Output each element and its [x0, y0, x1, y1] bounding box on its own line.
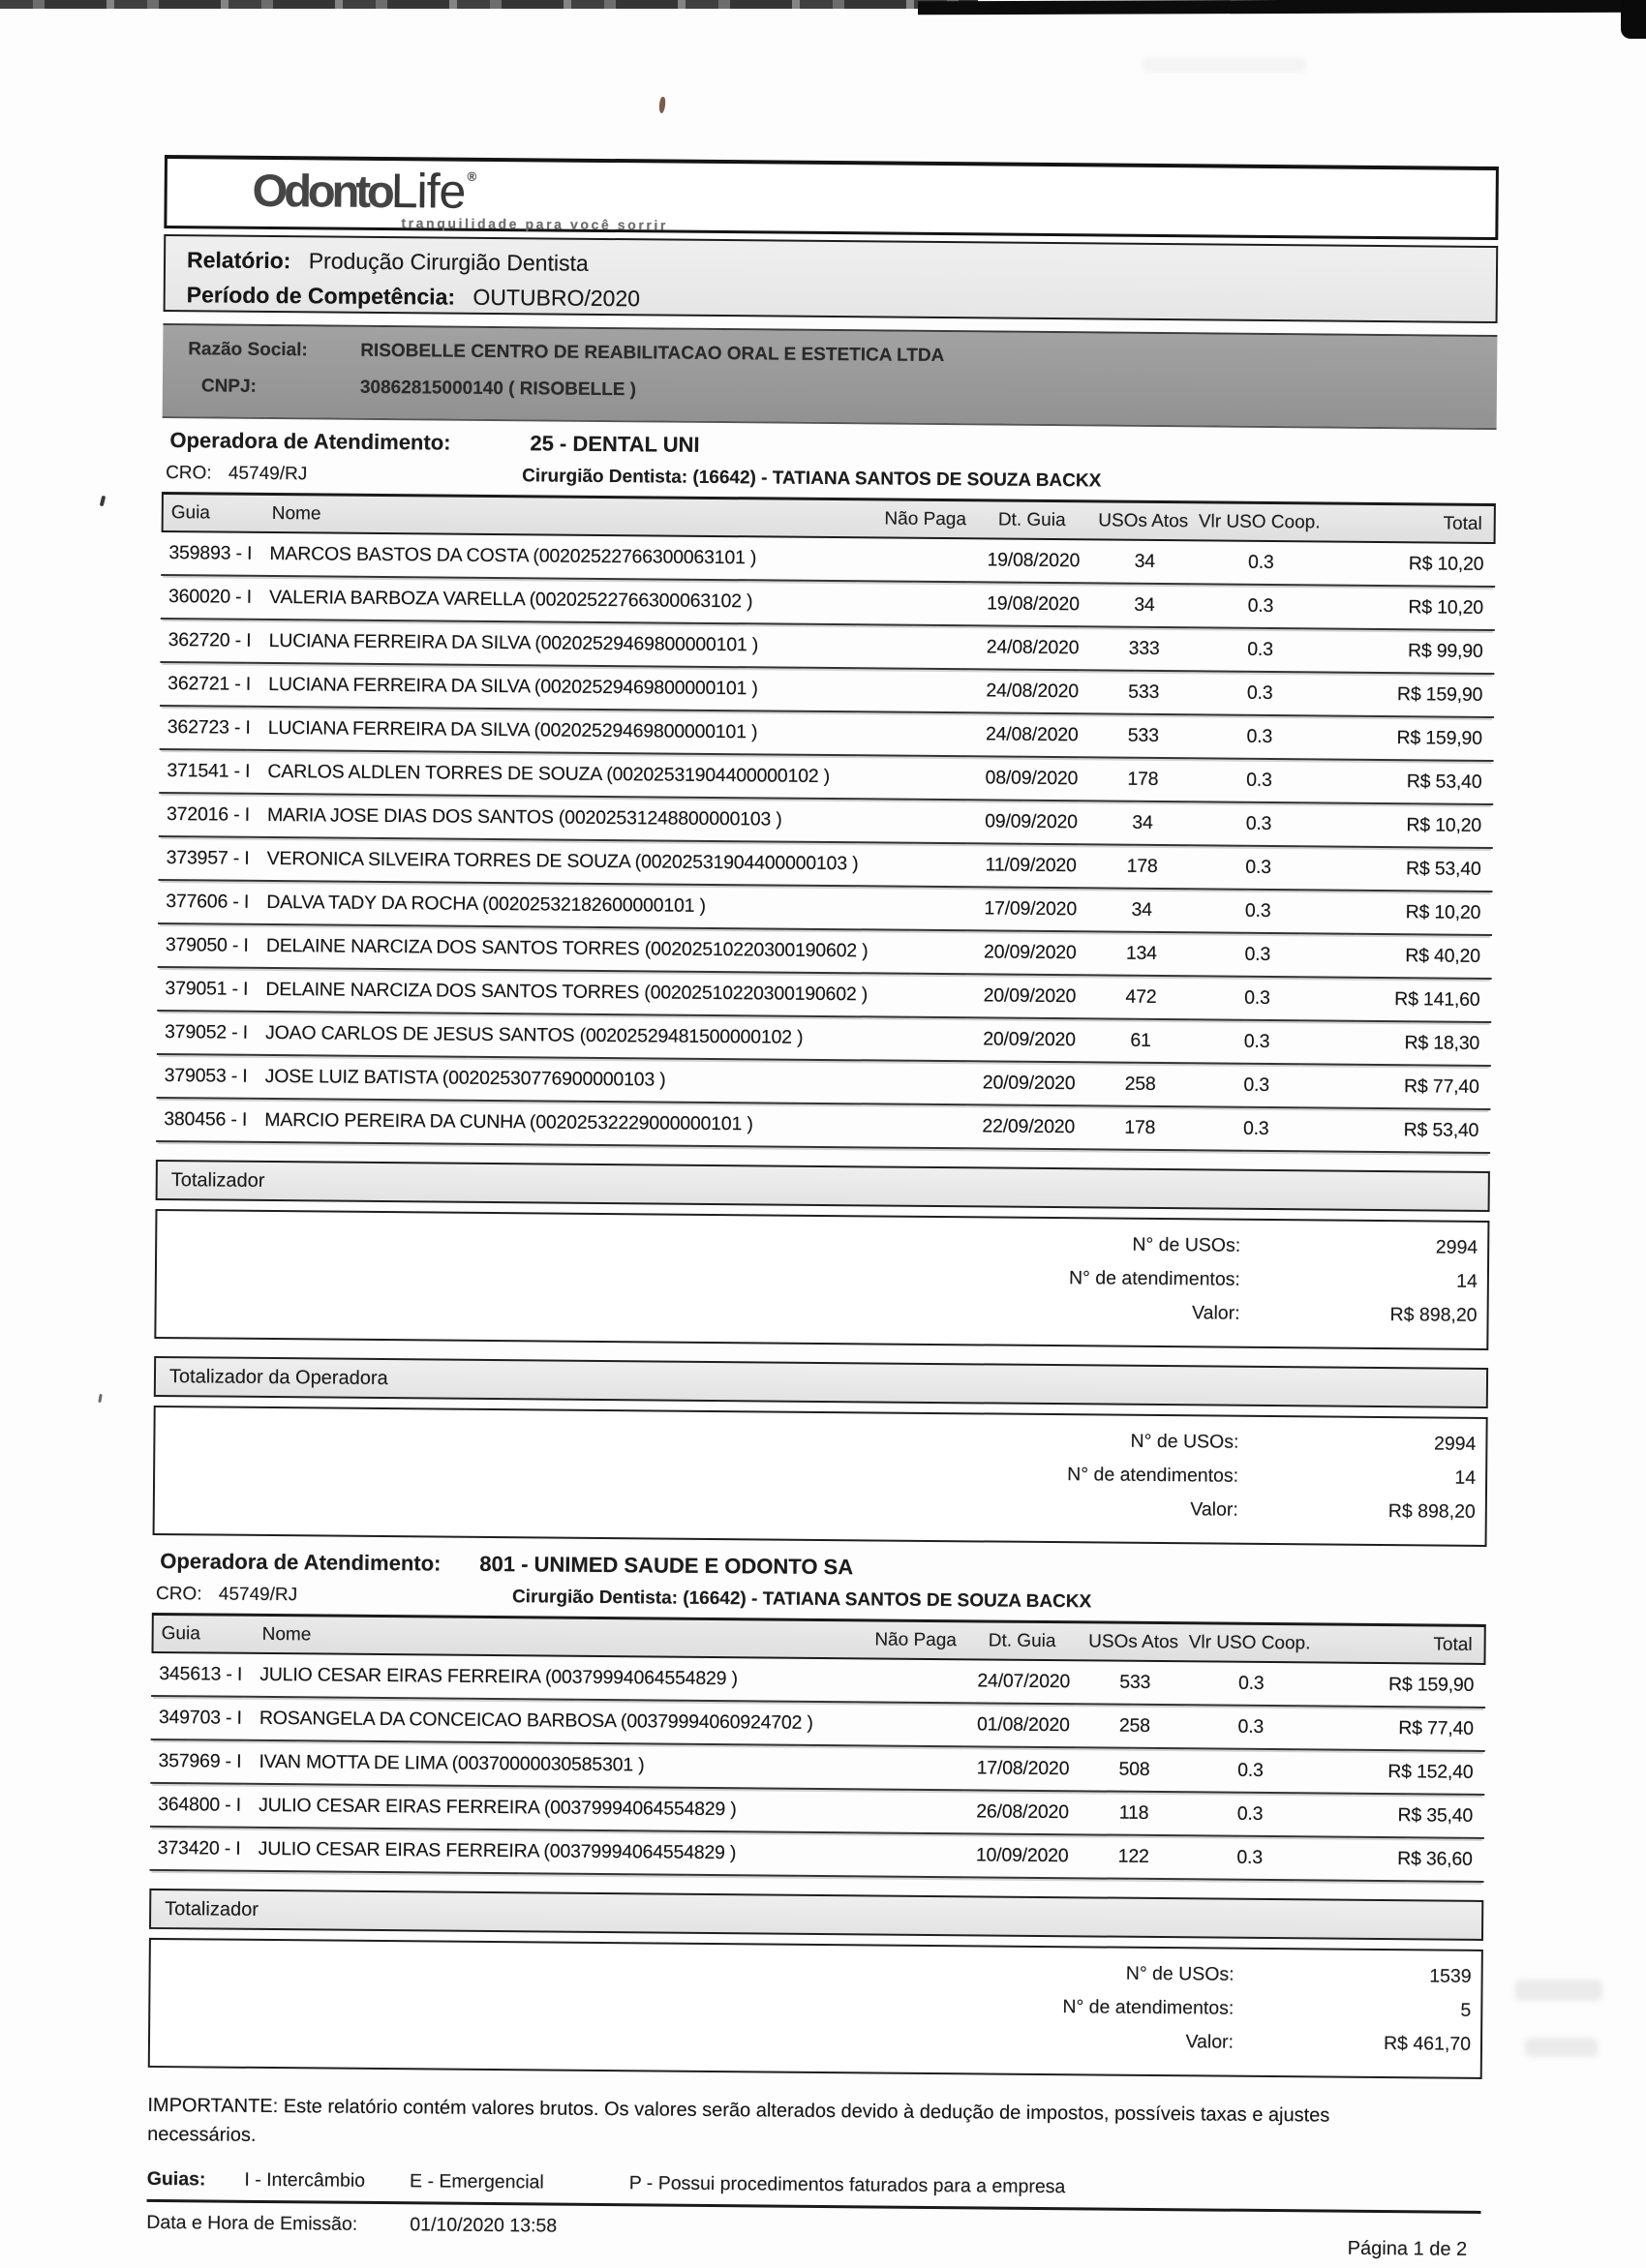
cell-guia: 364800 - I [158, 1794, 242, 1816]
cell-vlr: 0.3 [1244, 986, 1270, 1009]
cell-total: R$ 35,40 [1397, 1804, 1474, 1827]
cro-value: 45749/RJ [228, 463, 308, 485]
col-guia: Guia [161, 1622, 200, 1644]
cell-dt-guia: 26/08/2020 [976, 1800, 1069, 1824]
cell-nome: LUCIANA FERREIRA DA SILVA (00202529469800000101 ) [268, 629, 759, 656]
important-note: IMPORTANTE: Este relatório contém valores brutos. Os valores serão alterados devido à dedução de impostos, possíveis taxas e ajustes necessários. [147, 2094, 1330, 2146]
operadora-value: 25 - DENTAL UNI [530, 431, 700, 457]
usos-value: 2994 [1433, 1433, 1477, 1455]
scanned-report-page [146, 155, 1499, 2268]
cell-guia: 362723 - I [167, 716, 251, 739]
logo-text-life: Life [390, 164, 466, 219]
cell-total: R$ 152,40 [1387, 1761, 1474, 1783]
cell-total: R$ 36,60 [1397, 1848, 1473, 1870]
cell-guia: 362721 - I [168, 673, 252, 695]
logo-tagline: tranquilidade para você sorrir [401, 215, 669, 233]
cell-vlr: 0.3 [1246, 725, 1273, 748]
cell-guia: 380456 - I [164, 1108, 248, 1131]
cell-nome: DELAINE NARCIZA DOS SANTOS TORRES (00202510220300190602 ) [265, 934, 869, 962]
scan-speck [98, 1394, 103, 1403]
cell-guia: 373957 - I [166, 847, 250, 869]
cell-nao-paga [879, 1039, 966, 1040]
cell-nome: JULIO CESAR EIRAS FERREIRA (00379994064554829 ) [259, 1663, 738, 1690]
cell-usos: 122 [1117, 1845, 1149, 1867]
totalizador-operadora-title: Totalizador da Operadora [168, 1365, 388, 1389]
scan-smudge [1525, 2038, 1598, 2057]
cro-line-2 [156, 1584, 1486, 1618]
cell-nao-paga [883, 603, 970, 604]
cell-nome: VERONICA SILVEIRA TORRES DE SOUZA (00202531904400000103 ) [266, 847, 859, 875]
cell-guia: 379051 - I [165, 978, 249, 1000]
totalizador-box-2 [148, 1938, 1483, 2079]
cell-nao-paga [882, 734, 969, 735]
valor-label: Valor: [1185, 2031, 1234, 2053]
cell-dt-guia: 19/08/2020 [987, 549, 1081, 572]
cell-usos: 118 [1118, 1801, 1149, 1824]
usos-label: N° de USOs: [1130, 1430, 1239, 1453]
legend-emergencial: E - Emergencial [409, 2170, 544, 2193]
total-usos-line [155, 1422, 1476, 1456]
cell-guia: 357969 - I [158, 1750, 242, 1772]
cell-vlr: 0.3 [1247, 638, 1273, 661]
valor-value: R$ 898,20 [1387, 1500, 1476, 1523]
cell-vlr: 0.3 [1245, 856, 1271, 879]
cell-vlr: 0.3 [1236, 1846, 1264, 1868]
page-number: Página 1 de 2 [1347, 2237, 1468, 2260]
totalizador-title: Totalizador [170, 1168, 265, 1192]
cell-dt-guia: 20/09/2020 [983, 941, 1077, 964]
dentist-name: Cirurgião Dentista: (16642) - TATIANA SANTOS DE SOUZA BACKX [511, 1587, 1092, 1613]
col-guia: Guia [170, 501, 211, 523]
cro-label: CRO: [166, 463, 212, 484]
scan-speck [658, 97, 666, 114]
razao-social-value: RISOBELLE CENTRO DE REABILITACAO ORAL E ESTETICA LTDA [360, 340, 945, 367]
cell-vlr: 0.3 [1247, 594, 1274, 618]
cell-total: R$ 159,90 [1387, 1674, 1475, 1696]
cell-total: R$ 99,90 [1407, 640, 1483, 662]
scan-speck [100, 496, 107, 507]
cell-guia: 360020 - I [168, 586, 252, 608]
atendimentos-value: 5 [1460, 1999, 1472, 2021]
cell-nome: MARCOS BASTOS DA COSTA (00202522766300063101 ) [269, 542, 757, 569]
cell-dt-guia: 20/09/2020 [983, 984, 1077, 1008]
usos-value: 1539 [1429, 1965, 1472, 1987]
cell-total: R$ 40,20 [1405, 945, 1480, 967]
cell-nome: VALERIA BARBOZA VARELLA (00202522766300063102 ) [268, 586, 753, 613]
cell-usos: 333 [1128, 637, 1160, 659]
col-total: Total [1443, 513, 1482, 534]
cell-nao-paga [878, 1126, 965, 1127]
cell-usos: 258 [1124, 1073, 1156, 1095]
col-usos: USOs Atos [1098, 509, 1189, 531]
col-vlr: Vlr USO Coop. [1198, 510, 1321, 532]
cell-usos: 533 [1128, 680, 1160, 703]
scan-smudge [1143, 58, 1307, 72]
cell-nome: LUCIANA FERREIRA DA SILVA (00202529469800000101 ) [268, 673, 758, 700]
report-period-line [187, 282, 1496, 319]
cell-nao-paga [883, 559, 970, 560]
cell-dt-guia: 24/08/2020 [986, 680, 1080, 703]
cell-nao-paga [872, 1811, 960, 1812]
scanner-corner-artifact [1621, 0, 1646, 39]
total-usos-line [151, 1954, 1472, 1988]
cell-vlr: 0.3 [1243, 1074, 1270, 1096]
col-nome: Nome [271, 502, 321, 524]
cell-dt-guia: 19/08/2020 [987, 592, 1080, 616]
cell-total: R$ 77,40 [1404, 1075, 1479, 1098]
usos-label: N° de USOs: [1132, 1233, 1241, 1256]
cell-vlr: 0.3 [1245, 812, 1272, 835]
table-body-2 [150, 1653, 1486, 1883]
cell-guia: 372016 - I [166, 803, 250, 826]
cell-total: R$ 53,40 [1403, 1119, 1479, 1141]
cell-dt-guia: 20/09/2020 [982, 1072, 1076, 1095]
cell-usos: 134 [1125, 942, 1157, 964]
company-bar [163, 323, 1498, 430]
cell-nao-paga [873, 1680, 960, 1681]
total-atendimentos-line [155, 1456, 1476, 1490]
report-header-box [164, 234, 1499, 323]
totalizador-box-1 [154, 1209, 1489, 1350]
cell-nao-paga [880, 952, 967, 953]
col-nome: Nome [261, 1623, 312, 1645]
col-dt-guia: Dt. Guia [997, 509, 1066, 530]
logo-box [164, 155, 1499, 240]
cro-label: CRO: [155, 1583, 202, 1605]
cell-dt-guia: 09/09/2020 [985, 810, 1078, 833]
valor-label: Valor: [1190, 1498, 1238, 1521]
cell-nao-paga [872, 1855, 960, 1856]
totalizador-bar-1 [156, 1160, 1490, 1212]
cell-guia: 373420 - I [157, 1837, 241, 1860]
cell-nao-paga [873, 1724, 960, 1725]
operadora-label: Operadora de Atendimento: [160, 1549, 442, 1576]
legend-intercambio: I - Intercâmbio [244, 2168, 366, 2192]
scanner-edge-streak [0, 0, 978, 9]
cell-guia: 371541 - I [167, 760, 251, 782]
operadora-value: 801 - UNIMED SAUDE E ODONTO SA [479, 1551, 854, 1580]
odontolife-logo [252, 162, 476, 220]
cell-guia: 362720 - I [168, 629, 252, 651]
cell-nao-paga [879, 995, 966, 996]
table-body-1 [156, 532, 1495, 1154]
cell-usos: 472 [1125, 985, 1157, 1008]
cell-dt-guia: 24/08/2020 [985, 723, 1079, 746]
emission-label: Data e Hora de Emissão: [146, 2211, 358, 2235]
cell-nao-paga [880, 908, 967, 909]
cell-nome: DALVA TADY DA ROCHA (00202532182600000101 ) [266, 891, 706, 917]
totalizador-operadora-bar [154, 1356, 1488, 1408]
registered-mark: ® [467, 168, 477, 184]
total-valor-line [157, 1293, 1478, 1327]
cro-value: 45749/RJ [218, 1584, 298, 1606]
cell-dt-guia: 08/09/2020 [985, 767, 1079, 790]
atendimentos-label: N° de atendimentos: [1068, 1267, 1241, 1290]
cell-total: R$ 53,40 [1406, 771, 1482, 793]
atendimentos-label: N° de atendimentos: [1067, 1464, 1239, 1487]
totalizador-operadora-box [153, 1406, 1488, 1547]
cell-vlr: 0.3 [1248, 551, 1274, 574]
cell-nao-paga [882, 690, 969, 691]
legend-faturados: P - Possui procedimentos faturados para a empresa [628, 2172, 1066, 2198]
cell-total: R$ 77,40 [1398, 1717, 1474, 1739]
cell-dt-guia: 24/07/2020 [977, 1670, 1071, 1693]
cell-usos: 178 [1127, 768, 1159, 790]
operadora-line-2 [160, 1549, 1486, 1586]
cell-total: R$ 141,60 [1394, 988, 1480, 1011]
usos-label: N° de USOs: [1125, 1962, 1234, 1985]
col-usos: USOs Atos [1088, 1630, 1179, 1652]
cell-guia: 379052 - I [164, 1021, 249, 1043]
total-usos-line [157, 1225, 1478, 1259]
cell-nome: JOAO CARLOS DE JESUS SANTOS (00202529481500000102 ) [264, 1021, 804, 1048]
cell-usos: 178 [1126, 855, 1158, 877]
col-nao-paga: Não Paga [884, 508, 967, 529]
cell-vlr: 0.3 [1242, 1117, 1269, 1139]
cell-vlr: 0.3 [1237, 1715, 1265, 1738]
cell-nome: JOSE LUIZ BATISTA (00202530776900000103 ) [264, 1065, 666, 1091]
cell-nome: JULIO CESAR EIRAS FERREIRA (00379994064554829 ) [259, 1794, 737, 1821]
cell-dt-guia: 17/08/2020 [976, 1757, 1070, 1780]
cell-dt-guia: 17/09/2020 [984, 897, 1078, 921]
cell-usos: 178 [1124, 1116, 1156, 1138]
cell-nome: MARIA JOSE DIAS DOS SANTOS (00202531248800000103 ) [266, 803, 782, 831]
cell-nome: LUCIANA FERREIRA DA SILVA (00202529469800000101 ) [267, 716, 758, 743]
cell-total: R$ 53,40 [1405, 858, 1481, 880]
period-label: Período de Competência: [186, 282, 456, 310]
operadora-label: Operadora de Atendimento: [169, 428, 451, 455]
cnpj-value: 30862815000140 ( RISOBELLE ) [359, 377, 637, 401]
cell-nao-paga [879, 1082, 966, 1083]
emission-line [146, 2212, 1480, 2268]
cell-dt-guia: 22/09/2020 [982, 1115, 1076, 1138]
cell-nome: MARCIO PEREIRA DA CUNHA (00202532229000000101 ) [264, 1108, 753, 1135]
atendimentos-value: 14 [1454, 1467, 1477, 1489]
totalizador-bar-2 [149, 1889, 1483, 1941]
cell-nao-paga [881, 777, 968, 778]
total-valor-line [155, 1490, 1476, 1524]
cell-usos: 34 [1134, 550, 1156, 572]
col-vlr: Vlr USO Coop. [1188, 1631, 1311, 1653]
cell-usos: 508 [1118, 1758, 1150, 1780]
guias-legend [147, 2168, 1481, 2214]
cnpj-label: CNPJ: [200, 376, 258, 397]
scanner-edge-bar [918, 0, 1646, 15]
atendimentos-label: N° de atendimentos: [1062, 1996, 1234, 2019]
period-value: OUTUBRO/2020 [472, 284, 641, 312]
totalizador-title: Totalizador [165, 1897, 259, 1920]
col-nao-paga: Não Paga [874, 1628, 957, 1650]
dentist-name: Cirurgião Dentista: (16642) - TATIANA SANTOS DE SOUZA BACKX [522, 466, 1102, 492]
cell-usos: 61 [1130, 1029, 1151, 1051]
scan-smudge [1515, 1980, 1602, 2001]
total-atendimentos-line [157, 1259, 1478, 1293]
cell-vlr: 0.3 [1244, 943, 1271, 965]
cell-dt-guia: 24/08/2020 [986, 636, 1080, 659]
cro-line-1 [166, 463, 1496, 498]
valor-label: Valor: [1192, 1302, 1240, 1324]
total-atendimentos-line [150, 1988, 1471, 2022]
atendimentos-value: 14 [1456, 1270, 1478, 1292]
cell-usos: 34 [1131, 898, 1152, 921]
cell-total: R$ 10,20 [1408, 596, 1484, 619]
cell-nome: JULIO CESAR EIRAS FERREIRA (00379994064554829 ) [258, 1837, 737, 1864]
cell-guia: 359893 - I [168, 542, 253, 564]
cell-vlr: 0.3 [1236, 1802, 1264, 1825]
cell-vlr: 0.3 [1237, 1759, 1264, 1781]
cell-dt-guia: 11/09/2020 [985, 854, 1077, 877]
cell-vlr: 0.3 [1244, 899, 1271, 922]
cell-nao-paga [872, 1768, 960, 1769]
total-valor-line [150, 2022, 1471, 2056]
cell-usos: 258 [1118, 1714, 1150, 1737]
cell-vlr: 0.3 [1237, 1672, 1265, 1694]
cell-nome: ROSANGELA DA CONCEICAO BARBOSA (00379994060924702 ) [259, 1707, 813, 1734]
cell-nao-paga [881, 821, 968, 822]
cnpj-line [188, 376, 1497, 408]
col-dt-guia: Dt. Guia [988, 1629, 1056, 1651]
cell-guia: 349703 - I [158, 1707, 242, 1729]
usos-value: 2994 [1435, 1236, 1478, 1258]
cell-dt-guia: 01/08/2020 [976, 1713, 1070, 1737]
cell-dt-guia: 10/09/2020 [975, 1844, 1069, 1867]
cell-total: R$ 10,20 [1405, 901, 1481, 923]
cell-total: R$ 18,30 [1404, 1032, 1480, 1054]
cell-usos: 34 [1134, 593, 1155, 616]
logo-text-odonto: Odonto [252, 164, 391, 218]
cell-guia: 379053 - I [164, 1065, 248, 1087]
cell-total: R$ 10,20 [1406, 814, 1482, 836]
razao-social-label: Razão Social: [188, 339, 308, 361]
cell-dt-guia: 20/09/2020 [983, 1028, 1076, 1051]
cell-nao-paga [883, 647, 970, 648]
cell-guia: 379050 - I [165, 934, 249, 956]
report-label: Relatório: [186, 247, 291, 274]
cell-vlr: 0.3 [1246, 769, 1272, 792]
cell-vlr: 0.3 [1246, 681, 1273, 705]
cell-guia: 377606 - I [166, 891, 250, 913]
report-value: Produção Cirurgião Dentista [308, 248, 589, 276]
razao-social-line [188, 339, 1497, 372]
valor-value: R$ 898,20 [1389, 1304, 1478, 1326]
guias-label: Guias: [146, 2167, 206, 2191]
cell-nome: IVAN MOTTA DE LIMA (00370000030585301 ) [259, 1750, 645, 1776]
cell-total: R$ 159,90 [1396, 727, 1482, 749]
cell-total: R$ 10,20 [1408, 553, 1484, 575]
operadora-line-1 [169, 428, 1496, 465]
cell-usos: 533 [1119, 1671, 1151, 1693]
cell-nao-paga [881, 864, 968, 865]
col-total: Total [1433, 1633, 1473, 1655]
emission-value: 01/10/2020 13:58 [410, 2214, 558, 2237]
cell-nome: CARLOS ALDLEN TORRES DE SOUZA (00202531904400000102 ) [267, 760, 831, 788]
cell-vlr: 0.3 [1243, 1030, 1270, 1052]
cell-usos: 533 [1127, 724, 1159, 746]
cell-total: R$ 159,90 [1396, 683, 1483, 706]
cell-usos: 34 [1132, 811, 1153, 833]
cell-nome: DELAINE NARCIZA DOS SANTOS TORRES (00202510220300190602 ) [265, 978, 869, 1006]
cell-guia: 345613 - I [159, 1663, 243, 1685]
valor-value: R$ 461,70 [1383, 2033, 1472, 2055]
report-title-line [187, 247, 1496, 285]
